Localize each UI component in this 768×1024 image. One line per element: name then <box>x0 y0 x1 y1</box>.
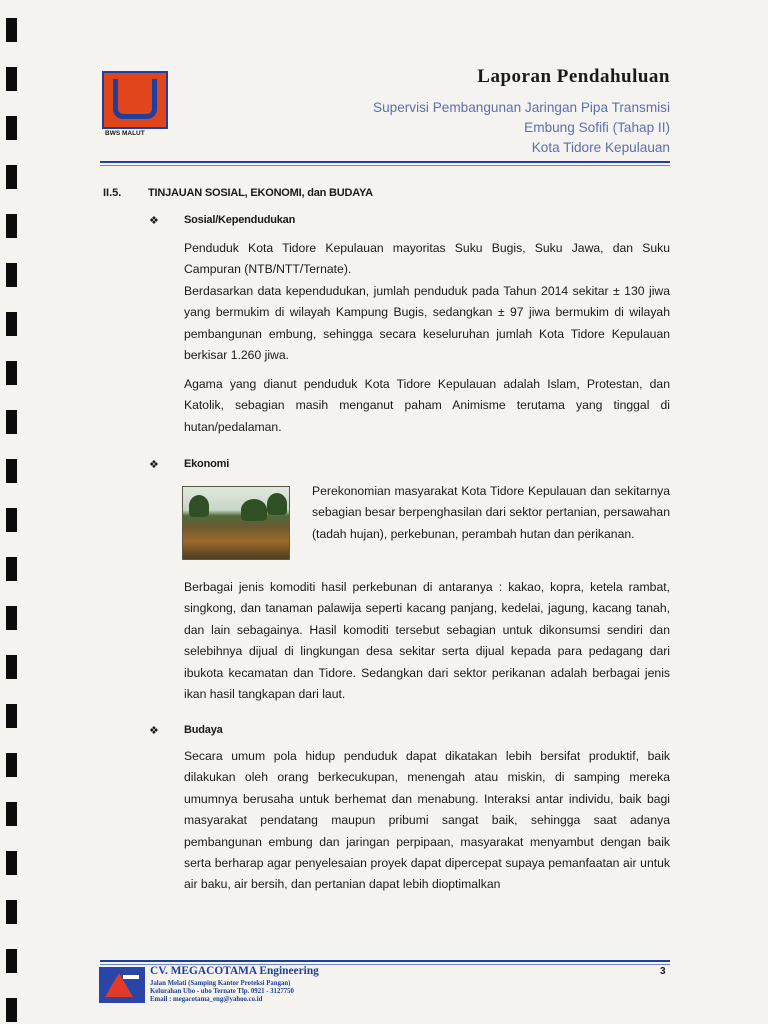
binding-hole <box>6 459 17 483</box>
company-email: Email : megacotama_eng@yahoo.co.id <box>150 996 263 1003</box>
paragraph: Berdasarkan data kependudukan, jumlah penduduk pada Tahun 2014 sekitar ± 130 jiwa yang bermukim di wilayah Kampung Bugis, sedangkan ± 97 jiwa bermukim di wilayah pembangunan embung, sehingga secara keseluruhan jumlah Kota Tidore Kepulauan berkisar 1.260 jiwa. <box>184 284 670 363</box>
megacotama-logo <box>99 967 145 1003</box>
binding-hole <box>6 949 17 973</box>
bullet-diamond-icon: ❖ <box>149 459 159 471</box>
binding-hole <box>6 753 17 777</box>
company-address: Jalan Melati (Samping Kantor Proteksi Pangan) <box>150 980 291 987</box>
binding-hole <box>6 704 17 728</box>
subtitle-line: Kota Tidore Kepulauan <box>531 140 670 155</box>
binding-hole <box>6 18 17 42</box>
binding-hole <box>6 312 17 336</box>
binding-hole <box>6 900 17 924</box>
page-number: 3 <box>660 966 666 977</box>
subsection-title-sosial: Sosial/Kependudukan <box>184 214 296 226</box>
binding-hole <box>6 998 17 1022</box>
binding-hole <box>6 361 17 385</box>
paragraph: Berbagai jenis komoditi hasil perkebunan di antaranya : kakao, kopra, ketela rambat, singkong, dan tanaman palawija seperti kacang panjang, kedelai, jagung, kacang tanah, dan lain sebagainya. Hasil komoditi tersebut sebagian untuk dikonsumsi sendiri dan selebihnya dijual di lingkungan desa sekitar serta dijual kepada para pedagang dari ibukota kecamatan dan Tidore. Sedangkan dari sektor perikanan adalah berbagai jenis ikan hasil tangkapan dari laut. <box>184 580 670 702</box>
bullet-diamond-icon: ❖ <box>149 725 159 737</box>
footer-divider <box>100 960 670 962</box>
binding-hole <box>6 851 17 875</box>
binding-hole <box>6 116 17 140</box>
section-title: TINJAUAN SOSIAL, EKONOMI, dan BUDAYA <box>148 187 373 199</box>
report-subtitle <box>373 98 670 158</box>
header-divider <box>100 161 670 163</box>
company-name: CV. MEGACOTAMA Engineering <box>150 965 319 977</box>
bws-logo <box>102 71 168 129</box>
paragraph: Secara umum pola hidup penduduk dapat dikatakan lebih bersifat produktif, baik dilakukan oleh orang berkecukupan, menengah atau miskin, di samping mereka umumnya berusaha untuk berhemat dan menabung. Interaksi antar individu, baik bagi masyarakat pendatang maupun pribumi sangat baik, sehingga saat adanya pembangunan embung dan jaringan perpipaan, masyarakat menyambut dengan baik serta berharap agar penyelesaian proyek dapat dipercepat supaya pemanfaatan air untuk air baku, air bersih, dan pertanian dapat lebih dioptimalkan <box>184 749 670 892</box>
spiral-binding <box>0 0 26 1024</box>
binding-hole <box>6 655 17 679</box>
binding-hole <box>6 606 17 630</box>
header-divider-thin <box>100 165 670 166</box>
logo-caption: BWS MALUT <box>105 130 145 137</box>
section-number: II.5. <box>103 187 122 199</box>
subtitle-line: Embung Sofifi (Tahap II) <box>524 120 670 135</box>
binding-hole <box>6 802 17 826</box>
binding-hole <box>6 410 17 434</box>
company-address: Kelurahan Ubo - ubo Ternate Tlp. 0921 - 3127750 <box>150 988 294 995</box>
bullet-diamond-icon: ❖ <box>149 215 159 227</box>
binding-hole <box>6 67 17 91</box>
binding-hole <box>6 508 17 532</box>
binding-hole <box>6 165 17 189</box>
report-title: Laporan Pendahuluan <box>477 66 670 87</box>
subtitle-line: Supervisi Pembangunan Jaringan Pipa Transmisi <box>373 100 670 115</box>
binding-hole <box>6 214 17 238</box>
subsection-title-ekonomi: Ekonomi <box>184 458 230 470</box>
paragraph: Perekonomian masyarakat Kota Tidore Kepulauan dan sekitarnya sebagian besar berpenghasilan dari sektor pertanian, persawahan (tadah hujan), perkebunan, perambah hutan dan perikanan. <box>312 484 670 541</box>
subsection-title-budaya: Budaya <box>184 724 223 736</box>
paragraph: Agama yang dianut penduduk Kota Tidore Kepulauan adalah Islam, Protestan, dan Katolik, sebagian masih menganut paham Animisme terutama yang tinggal di hutan/pedalaman. <box>184 377 670 434</box>
paragraph: Penduduk Kota Tidore Kepulauan mayoritas Suku Bugis, Suku Jawa, dan Suku Campuran (NTB/NTT/Ternate). <box>184 241 670 277</box>
farmland-photo <box>182 486 290 560</box>
binding-hole <box>6 557 17 581</box>
binding-hole <box>6 263 17 287</box>
